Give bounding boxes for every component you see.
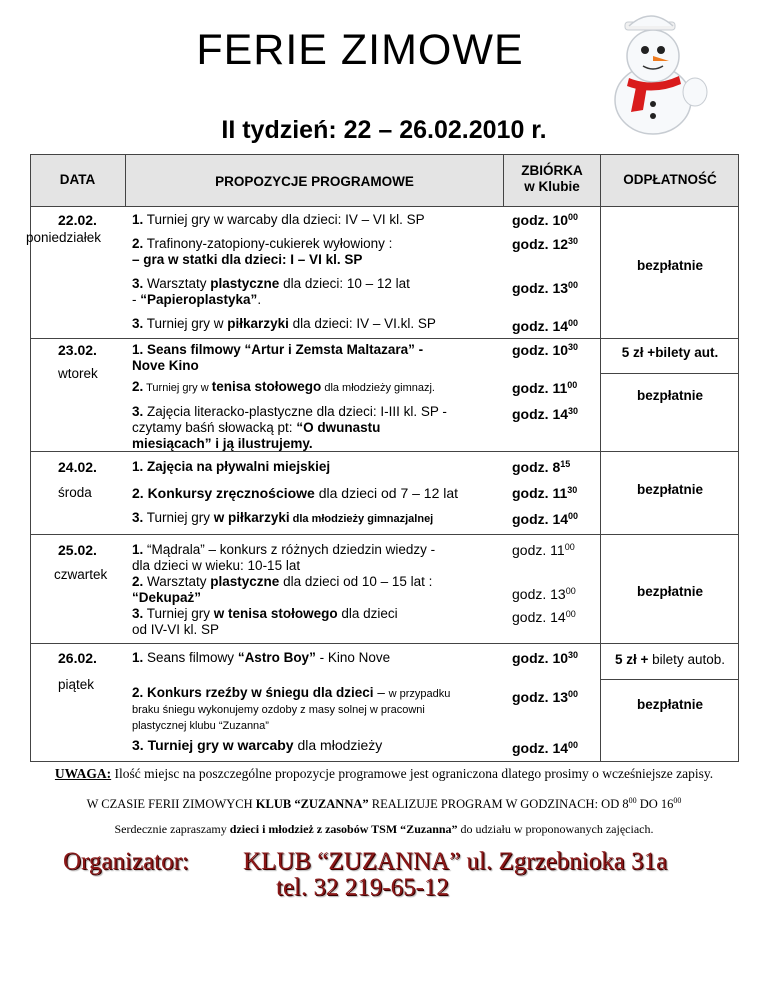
- activity-mon-4: 3. Turniej gry w piłkarzyki dla dzieci: IV – VI.kl. SP: [132, 316, 436, 331]
- time-thu-3: godz. $14^{00}$: [512, 609, 576, 625]
- time-wed-1: godz. $8^{15}$: [512, 459, 571, 475]
- date-wed: 24.02.: [58, 459, 97, 475]
- activity-mon-3: 3. Warsztaty plastyczne dla dzieci: 10 – 12 lat - “Papieroplastyka”.: [132, 276, 410, 307]
- date-tue: 23.02.: [58, 342, 97, 358]
- time-mon-4: godz. $14^{00}$: [512, 318, 579, 334]
- fee-fri-paid: 5 zł + bilety autob.: [615, 652, 725, 667]
- time-mon-1: godz. $10^{00}$: [512, 212, 579, 228]
- day-wed: środa: [58, 485, 92, 500]
- activity-wed-2: 2. Konkursy zręcznościowe dla dzieci od 7 – 12 lat: [132, 485, 459, 501]
- organizer-phone: tel. 32 219-65-12: [276, 874, 449, 901]
- day-fri: piątek: [58, 677, 95, 692]
- activity-mon-2: 2. Trafinony-zatopiony-cukierek wyłowiony : – gra w statki dla dzieci: I – VI kl. SP: [132, 236, 393, 267]
- activity-fri-3: 3. Turniej gry w warcaby dla młodzieży: [132, 737, 383, 753]
- time-thu-1: godz. $11^{00}$: [512, 542, 575, 558]
- activity-tue-3: 3. Zajęcia literacko-plastyczne dla dzieci: I-III kl. SP - czytamy baśń słowacką pt: “O dwunastu miesiącach” i ją ilustrujemy.: [132, 404, 447, 451]
- time-fri-3: godz. $14^{00}$: [512, 740, 579, 756]
- time-tue-3: godz. $14^{30}$: [512, 406, 579, 422]
- date-thu: 25.02.: [58, 542, 97, 558]
- day-tue: wtorek: [58, 366, 98, 381]
- column-header-meeting: ZBIÓRKA w Klubie: [521, 163, 583, 194]
- date-fri: 26.02.: [58, 650, 97, 666]
- organizer-label: Organizator:: [63, 848, 189, 875]
- fee-tue-paid: 5 zł +bilety aut.: [621, 345, 719, 360]
- day-mon: poniedziałek: [26, 230, 102, 245]
- fee-wed: bezpłatnie: [636, 482, 703, 497]
- activity-thu-1: 1. “Mądrala” – konkurs z różnych dziedzin wiedzy - dla dzieci w wieku: 10-15 lat: [132, 542, 436, 573]
- time-tue-1: godz. $10^{30}$: [512, 342, 579, 358]
- activity-wed-3: 3. Turniej gry w piłkarzyki dla młodzieży gimnazjalnej: [132, 510, 434, 525]
- time-fri-1: godz. $10^{30}$: [512, 650, 579, 666]
- fee-fri-free: bezpłatnie: [636, 697, 703, 712]
- time-wed-2: godz. $11^{30}$: [512, 485, 578, 501]
- page-title: FERIE ZIMOWE: [196, 26, 524, 74]
- note-uwaga: UWAGA: Ilość miejsc na poszczególne propozycje programowe jest ograniczona dlatego prosimy o wcześniejsze zapisy.: [54, 766, 714, 781]
- time-mon-2: godz. $12^{30}$: [512, 236, 579, 252]
- week-subtitle: II tydzień: 22 – 26.02.2010 r.: [221, 116, 547, 144]
- activity-mon-1: 1. Turniej gry w warcaby dla dzieci: IV – VI kl. SP: [132, 212, 425, 227]
- activity-tue-2: 2. Turniej gry w tenisa stołowego dla młodzieży gimnazj.: [132, 379, 435, 394]
- activity-thu-2: 2. Warsztaty plastyczne dla dzieci od 10 – 15 lat : “Dekupaż”: [132, 574, 433, 605]
- activity-fri-2: 2. Konkurs rzeźby w śniegu dla dzieci – w przypadku braku śniegu wykonujemy ozdoby z masy solnej w pracowni plastycznej klubu “Zuzanna”: [132, 685, 451, 732]
- time-tue-2: godz. $11^{00}$: [512, 380, 578, 396]
- note-invitation: Serdecznie zapraszamy dzieci i młodzież z zasobów TSM “Zuzanna” do udziału w proponowanych zajęciach.: [114, 822, 654, 836]
- activity-wed-1: 1. Zajęcia na pływalni miejskiej: [132, 459, 331, 474]
- date-mon: 22.02.: [58, 212, 97, 228]
- fee-tue-free: bezpłatnie: [636, 388, 703, 403]
- activity-tue-1: 1. Seans filmowy “Artur i Zemsta Maltazara” - Nove Kino: [132, 342, 424, 373]
- program-table: [26, 154, 739, 762]
- column-header-program: PROPOZYCJE PROGRAMOWE: [215, 174, 414, 189]
- column-header-fee: ODPŁATNOŚĆ: [623, 172, 717, 187]
- organizer-address: KLUB “ZUZANNA” ul. Zgrzebnioka 31a: [243, 848, 668, 875]
- column-header-date: DATA: [59, 172, 96, 187]
- note-opening-hours: W CZASIE FERII ZIMOWYCH KLUB “ZUZANNA” REALIZUJE PROGRAM W GODZINACH: OD $8^{00}$ DO $16^{00}$: [86, 796, 682, 812]
- time-wed-3: godz. $14^{00}$: [512, 511, 579, 527]
- fee-thu: bezpłatnie: [636, 584, 703, 599]
- fee-mon: bezpłatnie: [636, 258, 703, 273]
- time-mon-3: godz. $13^{00}$: [512, 280, 579, 296]
- time-thu-2: godz. $13^{00}$: [512, 586, 576, 602]
- activity-thu-3: 3. Turniej gry w tenisa stołowego dla dzieci od IV-VI kl. SP: [132, 606, 398, 637]
- activity-fri-1: 1. Seans filmowy “Astro Boy” - Kino Nove: [132, 650, 391, 665]
- day-thu: czwartek: [54, 567, 108, 582]
- time-fri-2: godz. $13^{00}$: [512, 689, 579, 705]
